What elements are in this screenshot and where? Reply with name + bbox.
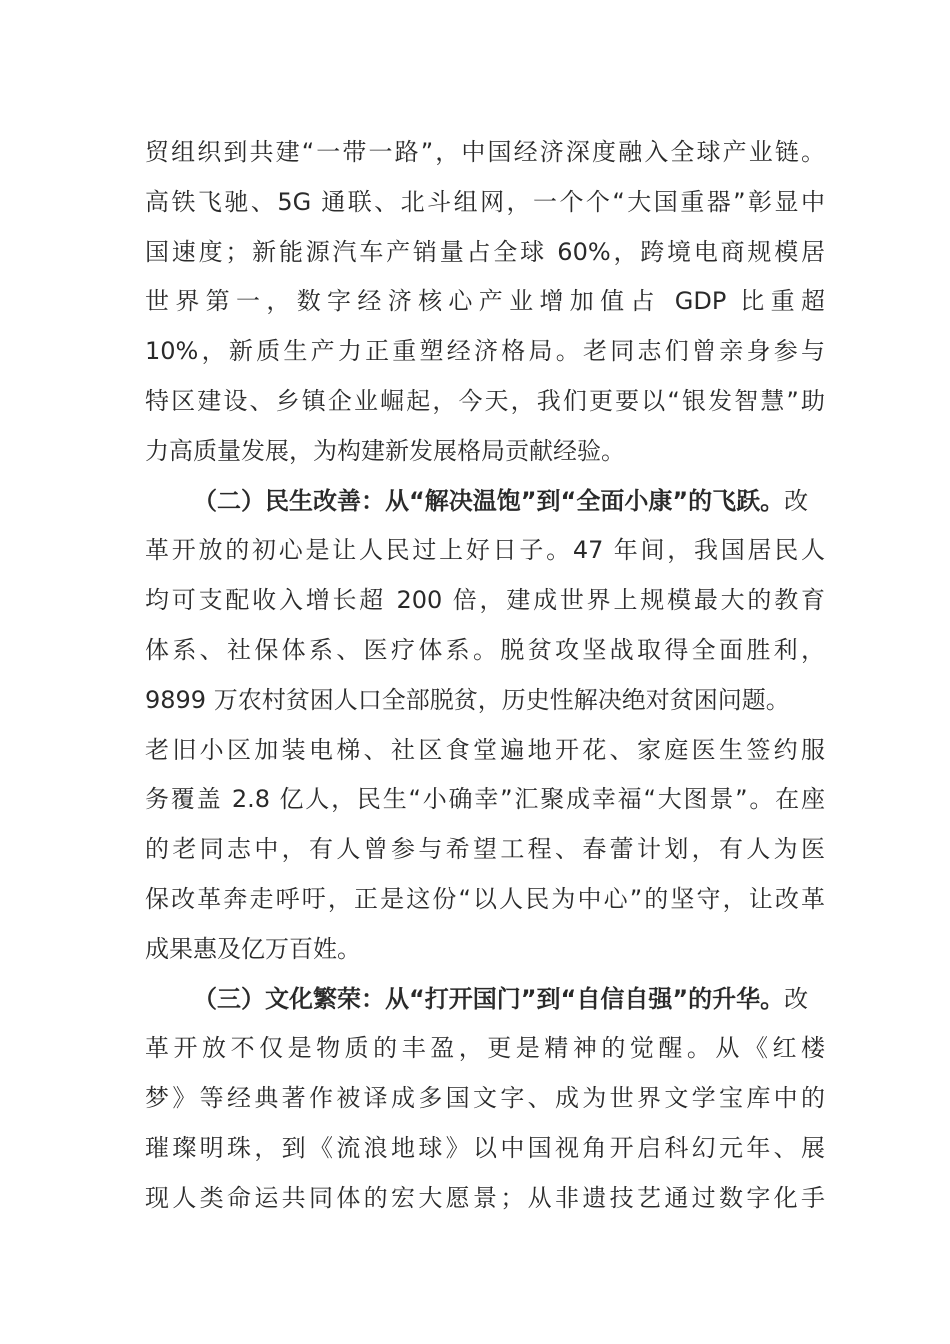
p2-line-6: 务覆盖 2.8 亿人，民生“小确幸”汇聚成幸福“大图景”。在座	[145, 785, 825, 814]
section-heading-2: （二）民生改善：从“解决温饱”到“全面小康”的飞跃。	[193, 486, 785, 515]
p1-line-1: 贸组织到共建“一带一路”，中国经济深度融入全球产业链。	[145, 138, 825, 166]
p3-heading-rest: 改	[784, 984, 809, 1013]
p1-line-3: 国速度；新能源汽车产销量占全球 60%，跨境电商规模居	[145, 237, 825, 266]
section-heading-3: （三）文化繁荣：从“打开国门”到“自信自强”的升华。	[193, 984, 785, 1013]
p1-line-6: 特区建设、乡镇企业崛起，今天，我们更要以“银发智慧”助	[145, 386, 825, 415]
p2-line-8: 保改革奔走呼吁，正是这份“以人民为中心”的坚守，让改革	[145, 884, 825, 913]
p1-line-4: 世界第一，数字经济核心产业增加值占 GDP 比重超	[145, 287, 825, 316]
p3-line-2: 梦》等经典著作被译成多国文字、成为世界文学宝库中的	[145, 1084, 825, 1113]
p2-line-7: 的老同志中，有人曾参与希望工程、春蕾计划，有人为医	[145, 835, 825, 864]
p2-line-1: 革开放的初心是让人民过上好日子。47 年间，我国居民人	[145, 536, 825, 565]
p3-line-3: 璀璨明珠，到《流浪地球》以中国视角开启科幻元年、展	[145, 1133, 825, 1162]
p1-line-5: 10%，新质生产力正重塑经济格局。老同志们曾亲身参与	[145, 337, 825, 366]
p2-heading-line	[145, 477, 825, 527]
p1-line-7: 力高质量发展，为构建新发展格局贡献经验。	[145, 436, 625, 465]
p2-line-2: 均可支配收入增长超 200 倍，建成世界上规模最大的教育	[145, 586, 825, 615]
p2-heading-rest: 改	[784, 486, 809, 515]
p1-line-2: 高铁飞驰、5G 通联、北斗组网，一个个“大国重器”彰显中	[145, 187, 825, 216]
p3-line-1: 革开放不仅是物质的丰盈，更是精神的觉醒。从《红楼	[145, 1034, 825, 1063]
p2-line-4: 9899 万农村贫困人口全部脱贫，历史性解决绝对贫困问题。	[145, 685, 790, 714]
document-body	[145, 128, 825, 1224]
p2-line-5: 老旧小区加装电梯、社区食堂遍地开花、家庭医生签约服	[145, 735, 825, 764]
p3-line-4: 现人类命运共同体的宏大愿景；从非遗技艺通过数字化手	[145, 1183, 825, 1212]
p2-line-3: 体系、社保体系、医疗体系。脱贫攻坚战取得全面胜利，	[145, 635, 825, 664]
p3-heading-line	[145, 975, 825, 1025]
p2-line-9: 成果惠及亿万百姓。	[145, 934, 361, 963]
